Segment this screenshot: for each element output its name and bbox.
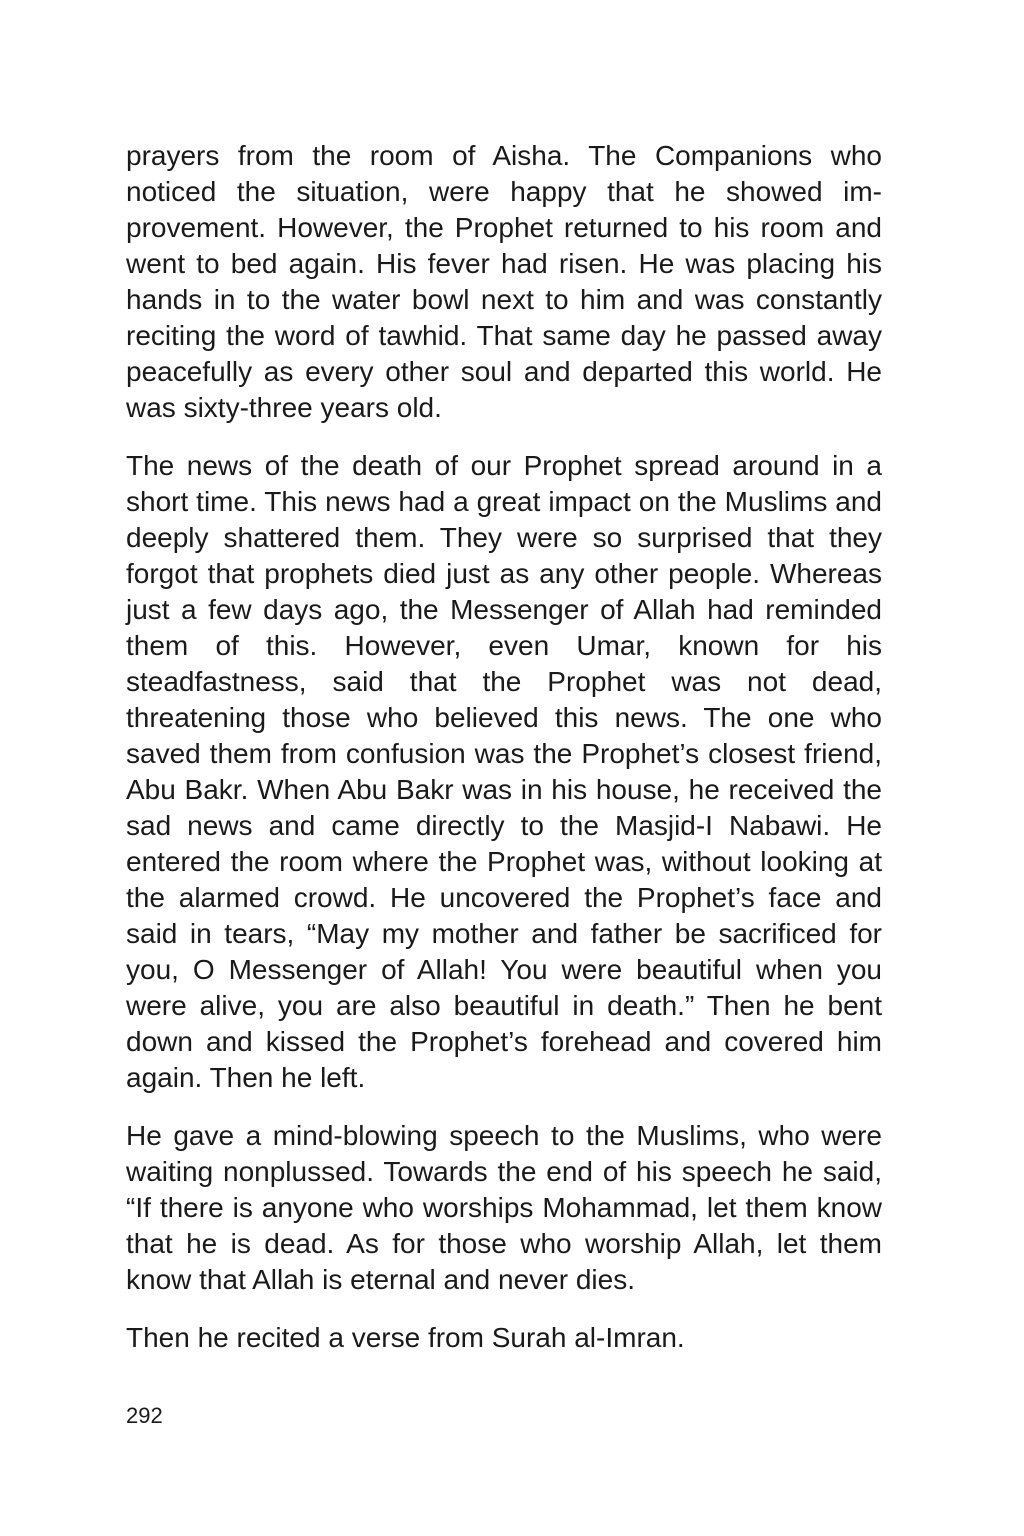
paragraph-2: The news of the death of our Prophet spread around in a short time. This news had a great impact on the Muslims and deeply shattered them. They were so surprised that they forgot that prophets died just as any other people. Whereas just a few days ago, the Messenger of Allah had reminded them of this. However, even Umar, known for his steadfastness, said that the Prophet was not dead, threatening those who believed this news. The one who saved them from confusion was the Prophet’s closest friend, Abu Bakr. When Abu Bakr was in his house, he received the sad news and came directly to the Masjid-I Nabawi. He entered the room where the Prophet was, without looking at the alarmed crowd. He uncovered the Prophet’s face and said in tears, “May my mother and father be sacrificed for you, O Messenger of Allah! You were beautiful when you were alive, you are also beautiful in death.” Then he bent down and kissed the Prophet’s forehead and covered him again. Then he left. [126, 450, 882, 1093]
page-number: 292 [126, 1403, 163, 1428]
paragraph-4: Then he recited a verse from Surah al-Imran. [126, 1322, 685, 1353]
page-body [126, 138, 882, 1378]
paragraph-1: prayers from the room of Aisha. The Companions who noticed the situation, were happy that he showed improvement. However, the Prophet returned to his room and went to bed again. His fever had risen. He was placing his hands in to the water bowl next to him and was constantly reciting the word of tawhid. That same day he passed away peacefully as every other soul and departed this world. He was sixty-three years old. [126, 140, 882, 423]
paragraph-3: He gave a mind-blowing speech to the Muslims, who were waiting nonplussed. Towards the end of his speech he said, “If there is anyone who worships Mohammad, let them know that he is dead. As for those who worship Allah, let them know that Allah is eternal and never dies. [126, 1120, 882, 1295]
